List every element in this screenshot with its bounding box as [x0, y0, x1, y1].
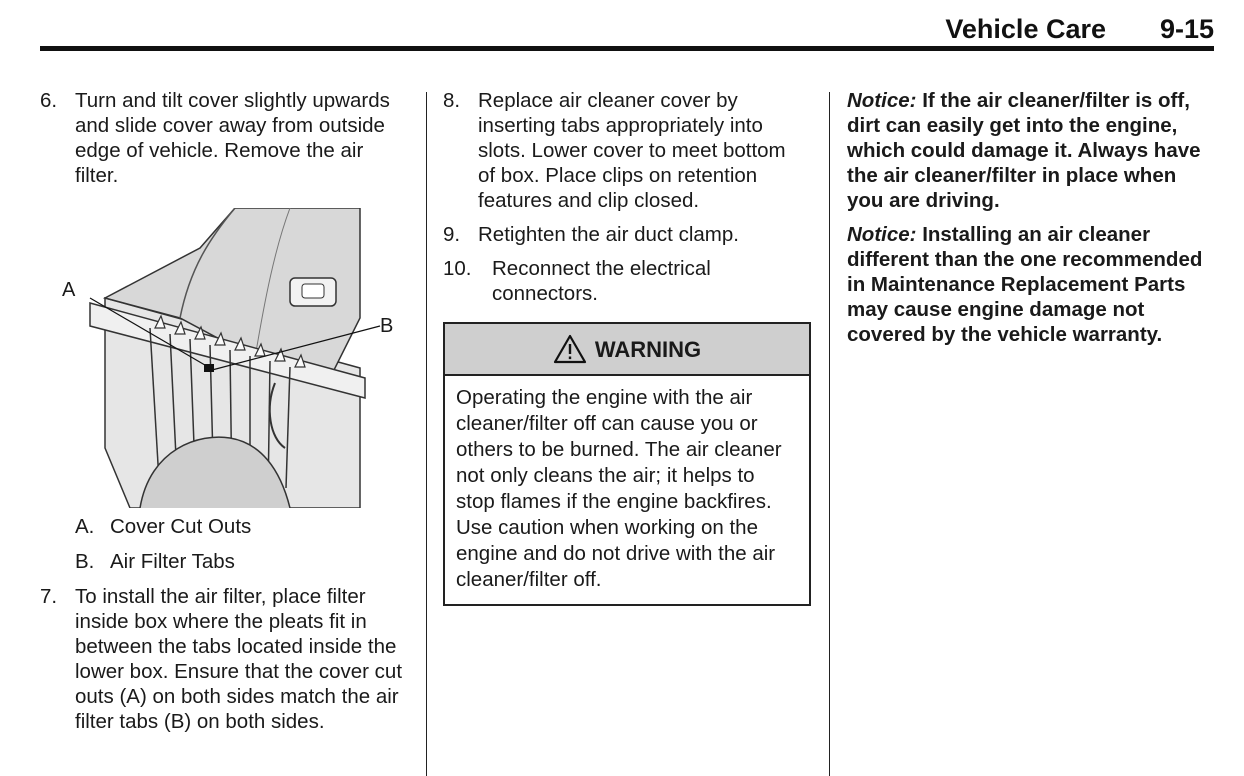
- notice-text: Installing an air cleaner different than the one recommended in Maintenance Replacement Parts may cause engine damage not covered by the vehicle warranty.: [847, 223, 1203, 346]
- air-cleaner-drawing: [60, 208, 410, 508]
- figure-label-a: A: [62, 279, 76, 301]
- step-9: [443, 222, 807, 247]
- column-2: [443, 88, 807, 606]
- caption-text: Cover Cut Outs: [110, 515, 252, 538]
- caption-text: Air Filter Tabs: [110, 550, 235, 573]
- step-6: [40, 88, 410, 188]
- warning-text: Operating the engine with the air cleaner/filter off can cause you or others to be burned. The air cleaner not only cleans the air; it helps to stop flames if the engine backfires. Use caution when working on the engine and do not drive with the air cleaner/filter off.: [456, 386, 782, 591]
- step-number: 6.: [40, 89, 58, 112]
- caption-letter: A.: [75, 515, 95, 538]
- column-divider-2: [829, 92, 830, 776]
- section-title: Vehicle Care: [945, 14, 1106, 44]
- step-text: Turn and tilt cover slightly upwards and slide cover away from outside edge of vehicle. Remove the air filter.: [75, 89, 390, 187]
- column-3: [847, 88, 1212, 356]
- header-rule: [40, 46, 1214, 51]
- step-number: 9.: [443, 223, 461, 246]
- warning-box: [443, 322, 811, 606]
- notice-1: [847, 88, 1212, 213]
- step-10: [443, 256, 807, 306]
- figure-label-b: B: [380, 315, 394, 337]
- step-number: 7.: [40, 585, 58, 608]
- step-number: 8.: [443, 89, 461, 112]
- step-text: To install the air filter, place filter inside box where the pleats fit in between the tabs located inside the lower box. Ensure that the cover cut outs (A) on both sides match the air filter tabs (B) on both sides.: [75, 585, 403, 733]
- warning-triangle-icon: [553, 334, 587, 364]
- step-text: Replace air cleaner cover by inserting tabs appropriately into slots. Lower cover to meet bottom of box. Place clips on retention features and clip closed.: [478, 89, 786, 212]
- caption-b: [75, 549, 410, 574]
- warning-title: WARNING: [594, 336, 702, 362]
- step-text: Retighten the air duct clamp.: [478, 223, 739, 246]
- page-number: 9-15: [1159, 14, 1214, 44]
- caption-a: [75, 514, 410, 539]
- notice-label: Notice:: [847, 223, 917, 246]
- caption-letter: B.: [75, 550, 95, 573]
- notice-text: If the air cleaner/filter is off, dirt can easily get into the engine, which could damage it. Always have the air cleaner/filter in place when you are driving.: [847, 89, 1201, 212]
- air-cleaner-illustration: [60, 208, 410, 508]
- column-1: [40, 88, 410, 743]
- notice-label: Notice:: [847, 89, 917, 112]
- notice-2: [847, 222, 1212, 347]
- warning-header: [445, 324, 809, 376]
- step-text: Reconnect the electrical connectors.: [492, 257, 711, 305]
- step-number: 10.: [443, 257, 472, 280]
- step-8: [443, 88, 807, 213]
- page-header: [40, 0, 1214, 50]
- column-divider-1: [426, 92, 427, 776]
- step-7: [40, 584, 410, 734]
